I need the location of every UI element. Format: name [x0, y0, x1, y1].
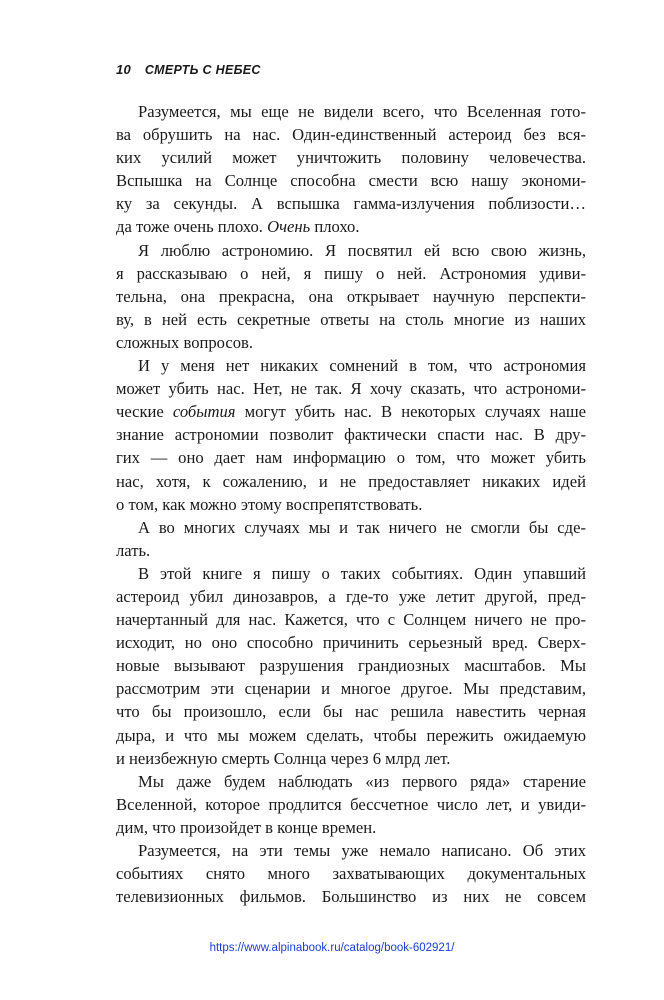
text-line: [116, 470, 586, 493]
text-line: [116, 516, 586, 539]
text-line: [116, 377, 586, 400]
text-line: [116, 423, 586, 446]
text-line: [116, 493, 586, 516]
text-line: [116, 654, 586, 677]
text-line: [116, 839, 586, 862]
text-line: [116, 446, 586, 469]
line-text: знание астрономии позволит фактически спасти нас. В дру-: [116, 425, 586, 445]
line-text: лать.: [116, 540, 151, 560]
emphasis-text: события: [172, 402, 236, 422]
text-line: [116, 354, 586, 377]
line-text: рассмотрим эти сценарии и многое другое. Мы представим,: [116, 679, 586, 699]
line-text: может убить нас. Нет, не так. Я хочу сказать, что астрономи-: [116, 379, 586, 399]
line-text: сложных вопросов.: [116, 332, 254, 352]
line-text: Вселенной, которое продлится бессчетное число лет, и увиди-: [116, 794, 586, 814]
text-line: [116, 539, 586, 562]
text-line: [116, 700, 586, 723]
text-line: [116, 816, 586, 839]
line-text: гих — оно дает нам информацию о том, что может убить: [116, 448, 586, 468]
line-text: плохо.: [310, 217, 360, 237]
line-text: и неизбежную смерть Солнца через 6 млрд лет.: [116, 748, 451, 768]
text-line: [116, 585, 586, 608]
line-text: дыра, и что мы можем сделать, чтобы пережить ожидаемую: [116, 725, 586, 745]
text-line: [116, 862, 586, 885]
line-text: Я люблю астрономию. Я посвятил ей всю свою жизнь,: [138, 240, 586, 260]
text-line: [116, 331, 586, 354]
line-text: тельна, она прекрасна, она открывает научную перспекти-: [116, 286, 586, 306]
line-text: ку за секунды. А вспышка гамма-излучения поблизости…: [116, 194, 586, 214]
line-text: могут убить нас. В некоторых случаях наше: [235, 402, 586, 422]
line-text: да тоже очень плохо.: [116, 217, 268, 237]
line-text: А во многих случаях мы и так ничего не смогли бы сде-: [138, 517, 586, 537]
source-url-link[interactable]: https://www.alpinabook.ru/catalog/book-602921/: [209, 942, 455, 954]
running-title: СМЕРТЬ С НЕБЕС: [144, 63, 261, 77]
line-text: что бы произошло, если бы нас решила навестить черная: [116, 702, 586, 722]
text-line: [116, 747, 586, 770]
line-text: исходит, но оно способно причинить серьезный вред. Сверх-: [116, 633, 586, 653]
line-text: Мы даже будем наблюдать «из первого ряда» старение: [138, 771, 586, 791]
line-text: астероид убил динозавров, а где-то уже летит другой, пред-: [116, 586, 586, 606]
body-text: [116, 100, 586, 908]
text-line: [116, 793, 586, 816]
running-head: [116, 62, 261, 77]
line-text: новые вызывают разрушения грандиозных масштабов. Мы: [116, 656, 586, 676]
line-text: ва обрушить на нас. Один-единственный астероид без вся-: [116, 125, 586, 145]
line-text: нас, хотя, к сожалению, и не предоставляет никаких идей: [116, 471, 586, 491]
text-line: [116, 770, 586, 793]
line-text: ческие: [116, 402, 173, 422]
text-line: [116, 400, 586, 423]
line-text: дим, что произойдет в конце времен.: [116, 817, 377, 837]
line-text: И у меня нет никаких сомнений в том, что астрономия: [138, 356, 586, 376]
emphasis-text: Очень: [267, 217, 311, 237]
line-text: начертанный для нас. Кажется, что с Солнцем ничего не про-: [116, 610, 586, 630]
line-text: Разумеется, на эти темы уже немало написано. Об этих: [138, 841, 586, 860]
text-line: [116, 262, 586, 285]
text-line: [116, 724, 586, 747]
line-text: Разумеется, мы еще не видели всего, что Вселенная гото-: [138, 102, 586, 121]
line-text: о том, как можно этому воспрепятствовать.: [116, 494, 423, 514]
text-line: [116, 192, 586, 215]
text-line: [116, 562, 586, 585]
line-text: ву, в ней есть секретные ответы на столь многие из наших: [116, 309, 586, 329]
text-line: [116, 677, 586, 700]
text-line: [116, 100, 586, 123]
text-line: [116, 285, 586, 308]
line-text: телевизионных фильмов. Большинство из них не совсем: [116, 887, 586, 907]
line-text: ких усилий может уничтожить половину человечества.: [116, 148, 586, 168]
text-line: [116, 608, 586, 631]
line-text: событиях снято много захватывающих документальных: [116, 864, 586, 884]
text-line: [116, 885, 586, 908]
page-number: 10: [116, 62, 132, 77]
line-text: В этой книге я пишу о таких событиях. Один упавший: [138, 563, 586, 583]
text-line: [116, 146, 586, 169]
line-text: я рассказываю о ней, я пишу о ней. Астрономия удиви-: [116, 263, 586, 283]
text-line: [116, 123, 586, 146]
text-line: [116, 631, 586, 654]
line-text: Вспышка на Солнце способна смести всю нашу экономи-: [116, 171, 586, 191]
text-line: [116, 169, 586, 192]
text-line: [116, 215, 586, 238]
text-line: [116, 308, 586, 331]
text-line: [116, 239, 586, 262]
